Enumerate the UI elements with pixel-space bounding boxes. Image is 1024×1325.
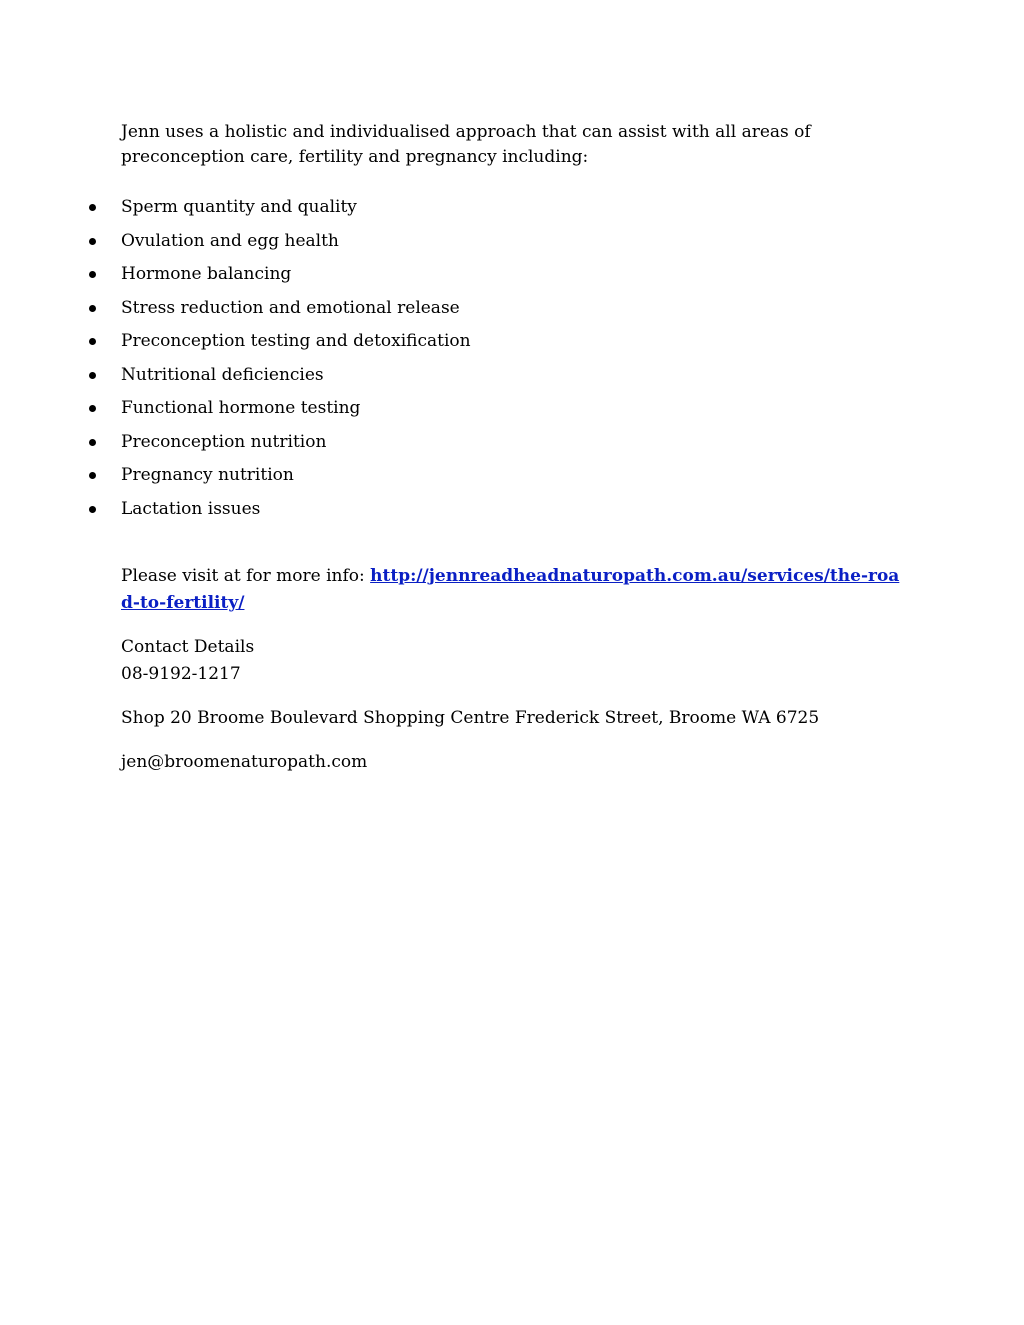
- list-item: [0, 495, 1024, 529]
- list-item-text: Pregnancy nutrition: [121, 465, 294, 485]
- list-item: [0, 260, 1024, 294]
- list-item: [0, 327, 1024, 361]
- list-item: [0, 428, 1024, 462]
- list-item-text: Sperm quantity and quality: [121, 197, 357, 217]
- bullet-icon: [89, 439, 96, 446]
- intro-paragraph: Jenn uses a holistic and individualised approach that can assist with all areas of preconception care, fertility and pregnancy including:: [121, 122, 811, 167]
- bullet-icon: [89, 271, 96, 278]
- contact-block: [121, 634, 254, 688]
- list-item-text: Preconception testing and detoxification: [121, 331, 471, 351]
- list-item-text: Ovulation and egg health: [121, 230, 339, 251]
- list-item: [0, 193, 1024, 227]
- address-line: Shop 20 Broome Boulevard Shopping Centre Frederick Street, Broome WA 6725: [121, 708, 820, 728]
- more-info-paragraph: [121, 563, 901, 617]
- list-item-text: Preconception nutrition: [121, 431, 327, 452]
- bullet-icon: [89, 338, 96, 345]
- phone-number: 08-9192-1217: [121, 664, 241, 684]
- list-item-text: Lactation issues: [121, 498, 261, 519]
- list-item: [0, 394, 1024, 428]
- services-list: [0, 193, 1024, 528]
- bullet-icon: [89, 305, 96, 312]
- bullet-icon: [89, 372, 96, 379]
- list-item-text: Stress reduction and emotional release: [121, 297, 460, 318]
- list-item: [0, 294, 1024, 328]
- contact-heading: Contact Details: [121, 637, 255, 657]
- bullet-icon: [89, 405, 96, 412]
- bullet-icon: [89, 506, 96, 513]
- fertility-link[interactable]: http://jennreadheadnaturopath.com.au/services/the-road-to-fertility/: [121, 566, 900, 613]
- list-item: [0, 227, 1024, 261]
- list-item-text: Functional hormone testing: [121, 398, 361, 418]
- bullet-icon: [89, 204, 96, 211]
- list-item: [0, 361, 1024, 395]
- bullet-icon: [89, 238, 96, 245]
- list-item-text: Nutritional deficiencies: [121, 364, 324, 385]
- list-item-text: Hormone balancing: [121, 264, 292, 284]
- bullet-icon: [89, 472, 96, 479]
- email-address: jen@broomenaturopath.com: [121, 752, 368, 772]
- list-item: [0, 461, 1024, 495]
- more-info-label: Please visit at for more info:: [121, 566, 371, 586]
